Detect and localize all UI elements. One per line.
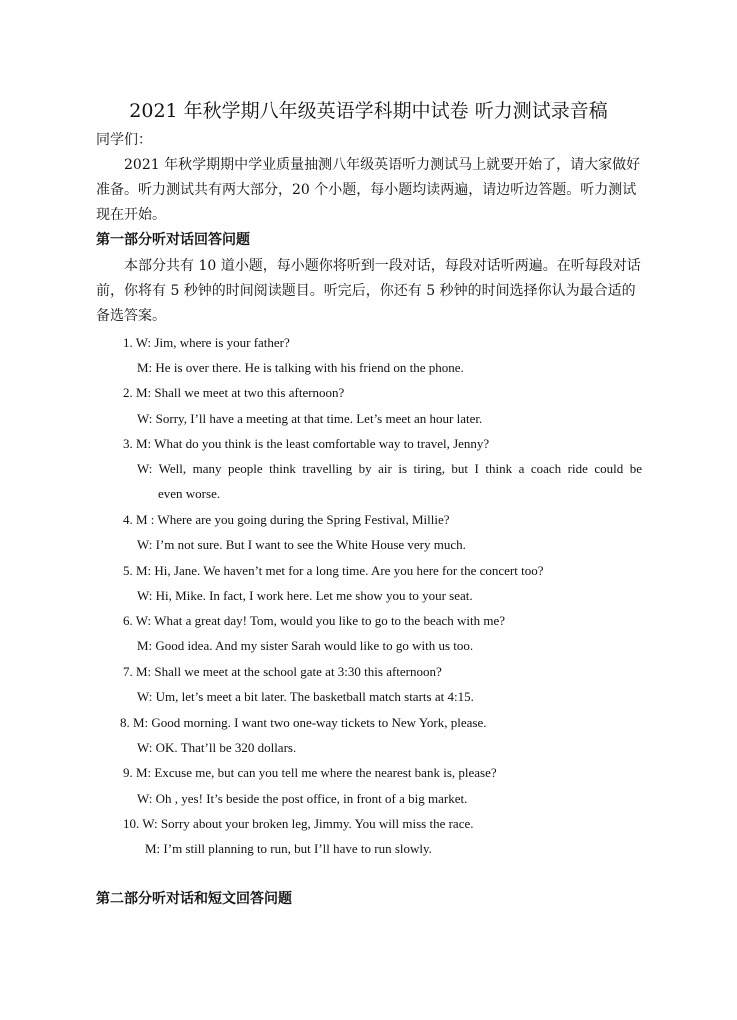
greeting: 同学们： bbox=[96, 132, 152, 148]
dialogue-6-line-1: 6. W: What a great day! Tom, would you like to go to the beach with me? bbox=[123, 613, 506, 628]
document-title: 2021 年秋学期八年级英语学科期中试卷 听力测试录音稿 bbox=[129, 100, 608, 122]
dialogue-3-line-2: W: Well, many people think travelling by air is tiring, but I think a coach ride could be bbox=[137, 461, 642, 476]
dialogue-4-line-2: W: I’m not sure. But I want to see the White House very much. bbox=[137, 537, 466, 552]
dialogue-5-line-2: W: Hi, Mike. In fact, I work here. Let me show you to your seat. bbox=[137, 588, 473, 603]
dialogue-10-line-2: M: I’m still planning to run, but I’ll have to run slowly. bbox=[145, 841, 432, 856]
dialogue-4-line-1: 4. M : Where are you going during the Spring Festival, Millie? bbox=[123, 512, 450, 527]
dialogue-10-line-1: 10. W: Sorry about your broken leg, Jimmy. You will miss the race. bbox=[123, 816, 474, 831]
dialogue-8-line-1: 8. M: Good morning. I want two one-way tickets to New York, please. bbox=[120, 715, 487, 730]
dialogue-1-line-1: 1. W: Jim, where is your father? bbox=[123, 335, 290, 350]
dialogue-3-line-1: 3. M: What do you think is the least comfortable way to travel, Jenny? bbox=[123, 436, 490, 451]
dialogue-5-line-1: 5. M: Hi, Jane. We haven’t met for a long time. Are you here for the concert too? bbox=[123, 563, 544, 578]
dialogue-9-line-1: 9. M: Excuse me, but can you tell me where the nearest bank is, please? bbox=[123, 765, 497, 780]
dialogue-8-line-2: W: OK. That’ll be 320 dollars. bbox=[137, 740, 297, 755]
part1-instructions: 本部分共有 10 道小题，每小题你将听到一段对话，每段对话听两遍。在听每段对话前，你将有 5 秒钟的时间阅读题目。听完后，你还有 5 秒钟的时间选择你认为最合适的备选答案。 bbox=[96, 258, 641, 324]
part1-heading: 第一部分听对话回答问题 bbox=[96, 232, 250, 248]
dialogue-3-line-3: even worse. bbox=[158, 486, 221, 501]
dialogue-2-line-1: 2. M: Shall we meet at two this afternoon? bbox=[123, 385, 345, 400]
part2-heading: 第二部分听对话和短文回答问题 bbox=[96, 891, 292, 907]
dialogue-6-line-2: M: Good idea. And my sister Sarah would like to go with us too. bbox=[137, 638, 474, 653]
intro-paragraph: 2021 年秋学期期中学业质量抽测八年级英语听力测试马上就要开始了，请大家做好准备。听力测试共有两大部分，20 个小题，每小题均读两遍，请边听边答题。听力测试现在开始。 bbox=[96, 157, 641, 223]
dialogue-2-line-2: W: Sorry, I’ll have a meeting at that time. Let’s meet an hour later. bbox=[137, 411, 483, 426]
dialogue-9-line-2: W: Oh , yes! It’s beside the post office, in front of a big market. bbox=[137, 791, 468, 806]
dialogue-7-line-1: 7. M: Shall we meet at the school gate at 3:30 this afternoon? bbox=[123, 664, 442, 679]
dialogue-1-line-2: M: He is over there. He is talking with his friend on the phone. bbox=[137, 360, 464, 375]
dialogue-7-line-2: W: Um, let’s meet a bit later. The basketball match starts at 4:15. bbox=[137, 689, 474, 704]
